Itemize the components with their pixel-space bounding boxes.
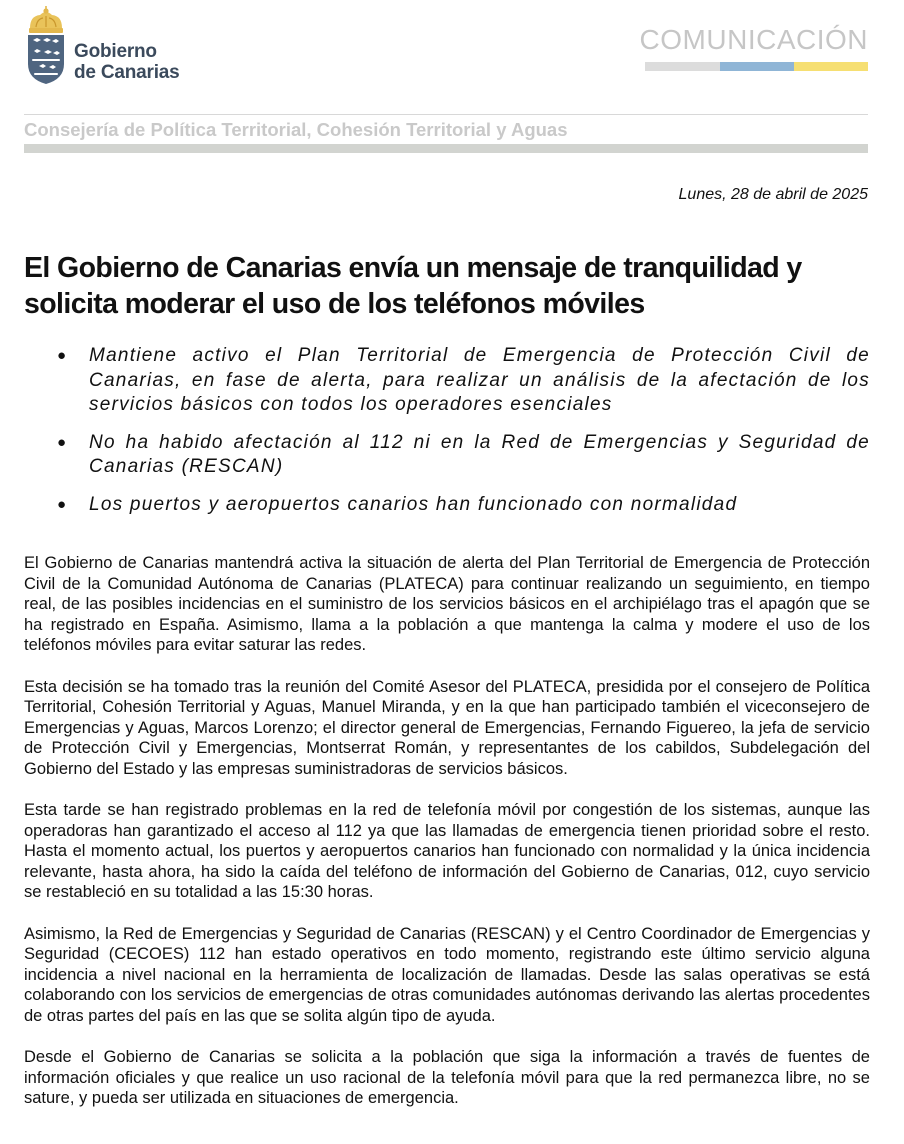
body-paragraph: Esta decisión se ha tomado tras la reunión del Comité Asesor del PLATECA, presidida por el consejero de Política Territorial, Cohesión Territorial y Aguas, Manuel Miranda, y en la que han participado también el viceconsejero de Emergencias y Aguas, Marcos Lorenzo; el director general de Emergencias, Fernando Figuereo, la jefa de servicio de Protección Civil y Emergencias, Montserrat Román, y representantes de los cabildos, Subdelegación del Gobierno del Estado y las empresas suministradoras de servicios básicos. (24, 677, 870, 778)
header-color-bar (645, 62, 868, 71)
bullet-text: Mantiene activo el Plan Territorial de Emergencia de Protección Civil de Canarias, en fase de alerta, para realizar un análisis de la afectación de los servicios básicos con todos los operadores esenciales (89, 345, 870, 415)
release-date: Lunes, 28 de abril de 2025 (678, 186, 868, 203)
bullet-item (54, 431, 870, 480)
body-paragraph: El Gobierno de Canarias mantendrá activa la situación de alerta del Plan Territorial de Emergencia de Protección Civil de la Comunidad Autónoma de Canarias (PLATECA) para continuar realizando un seguimiento, en tiempo real, de las posibles incidencias en el suministro de los servicios básicos en el archipiélago tras el apagón que se ha registrado en España. Asimismo, llama a la población a que mantenga la calma y modere el uso de los teléfonos móviles para evitar saturar las redes. (24, 554, 870, 654)
bullet-item (54, 344, 870, 418)
logo-line-1: Gobierno (74, 41, 157, 62)
color-bar-yellow (794, 62, 868, 71)
crown-icon (29, 6, 63, 33)
section-label: COMUNICACIÓN (639, 24, 868, 55)
article-body (24, 553, 870, 1130)
department-bottom-bar (24, 144, 868, 153)
summary-bullets (54, 344, 870, 530)
color-bar-grey (645, 62, 720, 71)
color-bar-blue (720, 62, 794, 71)
coat-of-arms-icon (24, 6, 68, 86)
department-name: Consejería de Política Territorial, Cohesión Territorial y Aguas (24, 119, 568, 140)
bullet-icon: ● (57, 495, 68, 513)
bullet-item (54, 493, 870, 518)
bullet-text: Los puertos y aeropuertos canarios han funcionado con normalidad (89, 493, 738, 515)
bullet-icon: ● (57, 433, 68, 451)
department-top-rule (24, 114, 868, 115)
logo-wordmark (74, 41, 180, 83)
body-paragraph: Esta tarde se han registrado problemas en la red de telefonía móvil por congestión de los sistemas, aunque las operadoras han garantizado el acceso al 112 ya que las llamadas de emergencia tienen prioridad sobre el resto. Hasta el momento actual, los puertos y aeropuertos canarios han funcionado con normalidad y la única incidencia relevante, hasta ahora, ha sido la caída del teléfono de información del Gobierno de Canarias, 012, cuyo servicio se restableció en su totalidad a las 15:30 horas. (24, 801, 870, 901)
logo-line-2: de Canarias (74, 62, 180, 83)
body-paragraph: Asimismo, la Red de Emergencias y Seguridad de Canarias (RESCAN) y el Centro Coordinador de Emergencias y Seguridad (CECOES) 112 han estado operativos en todo momento, registrando este último servicio alguna incidencia a nivel nacional en la herramienta de localización de llamadas. Desde las salas operativas se está colaborando con los servicios de emergencias de otras comunidades autónomas derivando las alertas procedentes de otras partes del país en las que se solita algún tipo de ayuda. (24, 924, 870, 1025)
bullet-icon: ● (57, 347, 68, 364)
gobierno-de-canarias-logo (24, 6, 214, 86)
headline: El Gobierno de Canarias envía un mensaje de tranquilidad y solicita moderar el uso de los teléfonos móviles (24, 252, 802, 320)
bullet-text: No ha habido afectación al 112 ni en la Red de Emergencias y Seguridad de Canarias (RESCAN) (89, 431, 870, 477)
body-paragraph: Desde el Gobierno de Canarias se solicita a la población que siga la información a través de fuentes de información oficiales y que realice un uso racional de la telefonía móvil para que la red permanezca libre, no se sature, y pueda ser utilizada en situaciones de emergencia. (24, 1048, 870, 1107)
